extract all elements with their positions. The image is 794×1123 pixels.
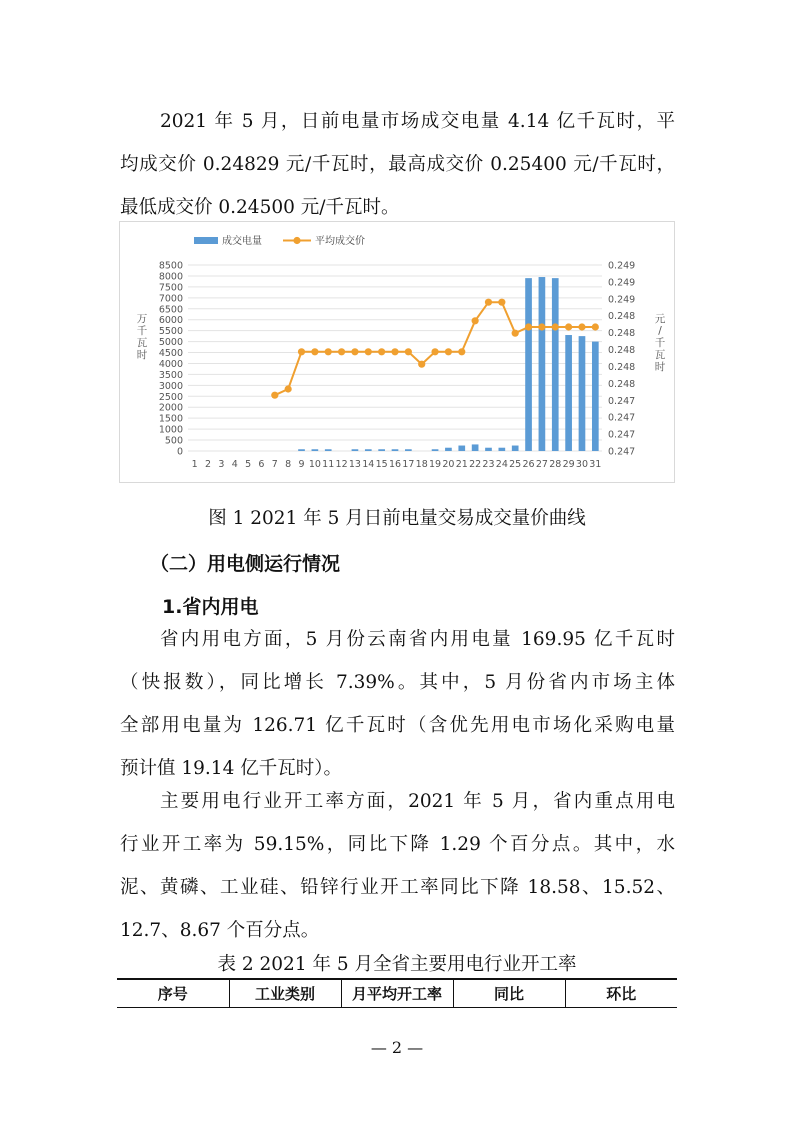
x-tick-label: 6 [258,459,265,470]
legend-swatch-volume [194,237,218,244]
volume-bar [472,444,479,451]
y-left-tick-label: 6500 [158,304,183,316]
x-tick-label: 8 [285,459,292,470]
paragraph-market-summary [120,100,675,229]
price-point [592,323,599,330]
x-tick-label: 14 [362,459,375,470]
x-tick-label: 22 [469,459,482,470]
y-left-tick-label: 500 [164,435,183,447]
price-point [431,348,438,355]
volume-bar [539,277,546,451]
volume-bar [378,449,385,451]
volume-bar [525,278,532,451]
paragraph-industry-utilization [120,780,675,952]
table-header-row [117,979,677,1008]
section-heading: （二）用电侧运行情况 [150,553,341,575]
volume-bar [392,449,399,451]
header-mom: 环比 [565,979,677,1008]
header-industry: 工业类别 [229,979,341,1008]
y-left-tick-label: 8000 [158,271,183,283]
price-point [538,323,545,330]
y-left-tick-label: 5000 [158,337,183,349]
legend-label-volume: 成交电量 [222,236,262,247]
volume-bar [512,446,519,451]
x-tick-label: 3 [218,459,225,470]
x-tick-label: 13 [348,459,361,470]
legend-label-price: 平均成交价 [315,236,365,247]
x-tick-label: 7 [271,459,278,470]
text-line: 主要用电行业开工率方面，2021 年 5 月，省内重点用电 [160,791,675,812]
y-left-tick-label: 7500 [158,282,183,294]
header-yoy: 同比 [453,979,565,1008]
x-tick-label: 26 [522,459,535,470]
text-line: 行业开工率为 59.15%，同比下降 1.29 个百分点。其中，水 [120,834,675,855]
y-right-tick-label: 0.248 [608,328,636,340]
x-tick-label: 27 [535,459,548,470]
volume-bar [365,449,372,451]
volume-bar [499,448,506,451]
price-point [485,299,492,306]
text-line: 预计值 19.14 亿千瓦时）。 [120,758,342,779]
x-tick-label: 28 [549,459,562,470]
x-tick-label: 31 [589,459,602,470]
volume-bar [579,336,586,451]
x-tick-label: 25 [509,459,522,470]
chart-container [119,221,675,483]
y-left-tick-label: 1000 [158,424,183,436]
x-tick-label: 2 [205,459,212,470]
table-caption: 表 2 2021 年 5 月全省主要用电行业开工率 [217,954,577,975]
y-right-tick-label: 0.247 [608,446,636,458]
y-left-tick-label: 3500 [158,369,183,381]
text-line: （快报数），同比增长 7.39%。其中，5 月份省内市场主体 [120,672,675,693]
price-point [325,348,332,355]
volume-bar [445,448,452,451]
x-tick-label: 1 [191,459,198,470]
volume-bar [405,449,412,451]
y-right-tick-label: 0.248 [608,361,636,373]
y-left-tick-label: 6000 [158,315,183,327]
text-line: 最低成交价 0.24500 元/千瓦时。 [120,197,400,218]
page-number: — 2 — [370,1038,424,1057]
price-point [565,323,572,330]
x-tick-label: 15 [375,459,388,470]
y-right-tick-label: 0.247 [608,412,636,424]
volume-bar [325,449,332,451]
y-left-tick-label: 2000 [158,402,183,414]
price-point [378,348,385,355]
x-tick-label: 5 [245,459,252,470]
y-right-tick-label: 0.247 [608,429,636,441]
y-left-tick-label: 4500 [158,348,183,360]
y-right-tick-label: 0.249 [608,260,636,272]
text-line: 12.7、8.67 个百分点。 [120,920,320,941]
y-left-tick-label: 3000 [158,380,183,392]
y-right-tick-label: 0.247 [608,395,636,407]
price-point [458,348,465,355]
y-left-tick-label: 8500 [158,260,183,272]
price-point [512,330,519,337]
volume-bar [565,335,572,451]
price-point [525,323,532,330]
price-point [445,348,452,355]
y-right-tick-label: 0.249 [608,294,636,306]
x-tick-label: 19 [429,459,442,470]
price-point [365,348,372,355]
y-left-tick-label: 2500 [158,391,183,403]
volume-bar [432,449,439,451]
y-left-axis-title: 万千瓦时 [136,313,148,361]
y-right-tick-label: 0.248 [608,378,636,390]
text-line: 均成交价 0.24829 元/千瓦时，最高成交价 0.25400 元/千瓦时， [120,154,675,175]
x-tick-label: 24 [495,459,508,470]
x-tick-label: 17 [402,459,415,470]
price-point [338,348,345,355]
price-point [271,392,278,399]
figure-caption: 图 1 2021 年 5 月日前电量交易成交量价曲线 [208,508,586,529]
subsection-heading: 1.省内用电 [162,596,259,618]
paragraph-provincial-consumption [120,618,675,790]
x-tick-label: 11 [322,459,335,470]
volume-bar [552,278,559,451]
y-right-tick-label: 0.248 [608,311,636,323]
price-point [498,299,505,306]
price-point [578,323,585,330]
price-point [418,361,425,368]
price-point [285,385,292,392]
volume-price-chart [120,222,676,484]
x-tick-label: 4 [231,459,238,470]
x-tick-label: 23 [482,459,495,470]
price-point [351,348,358,355]
y-right-axis-title: 元/千瓦时 [654,313,666,373]
x-tick-label: 9 [298,459,305,470]
y-left-tick-label: 0 [176,446,183,458]
volume-bar [312,449,319,451]
volume-bar [298,449,305,451]
text-line: 2021 年 5 月，日前电量市场成交电量 4.14 亿千瓦时，平 [160,111,675,132]
text-line: 省内用电方面，5 月份云南省内用电量 169.95 亿千瓦时 [160,629,675,650]
x-tick-label: 21 [455,459,468,470]
price-point [311,348,318,355]
industry-utilization-table [117,978,677,1008]
x-tick-label: 20 [442,459,455,470]
text-line: 泥、黄磷、工业硅、铅锌行业开工率同比下降 18.58、15.52、 [120,877,675,898]
volume-bar [458,446,465,451]
volume-bar [352,449,359,451]
x-tick-label: 30 [575,459,589,470]
y-left-tick-label: 1500 [158,413,183,425]
price-point [552,323,559,330]
text-line: 全部用电量为 126.71 亿千瓦时（含优先用电市场化采购电量 [120,715,675,736]
price-point [298,348,305,355]
x-tick-label: 16 [388,459,402,470]
y-right-tick-label: 0.248 [608,345,636,357]
y-left-tick-label: 4000 [158,358,183,370]
header-monthly-rate: 月平均开工率 [341,979,453,1008]
price-point [472,317,479,324]
header-index: 序号 [117,979,229,1008]
x-tick-label: 18 [415,459,428,470]
price-point [391,348,398,355]
y-left-tick-label: 7000 [158,293,183,305]
x-tick-label: 10 [308,459,321,470]
legend-swatch-price-point [293,237,300,244]
volume-bar [485,448,492,451]
volume-bar [592,342,599,451]
x-tick-label: 12 [335,459,348,470]
y-right-tick-label: 0.249 [608,277,636,289]
y-left-tick-label: 5500 [158,326,183,338]
x-tick-label: 29 [562,459,575,470]
price-point [405,348,412,355]
